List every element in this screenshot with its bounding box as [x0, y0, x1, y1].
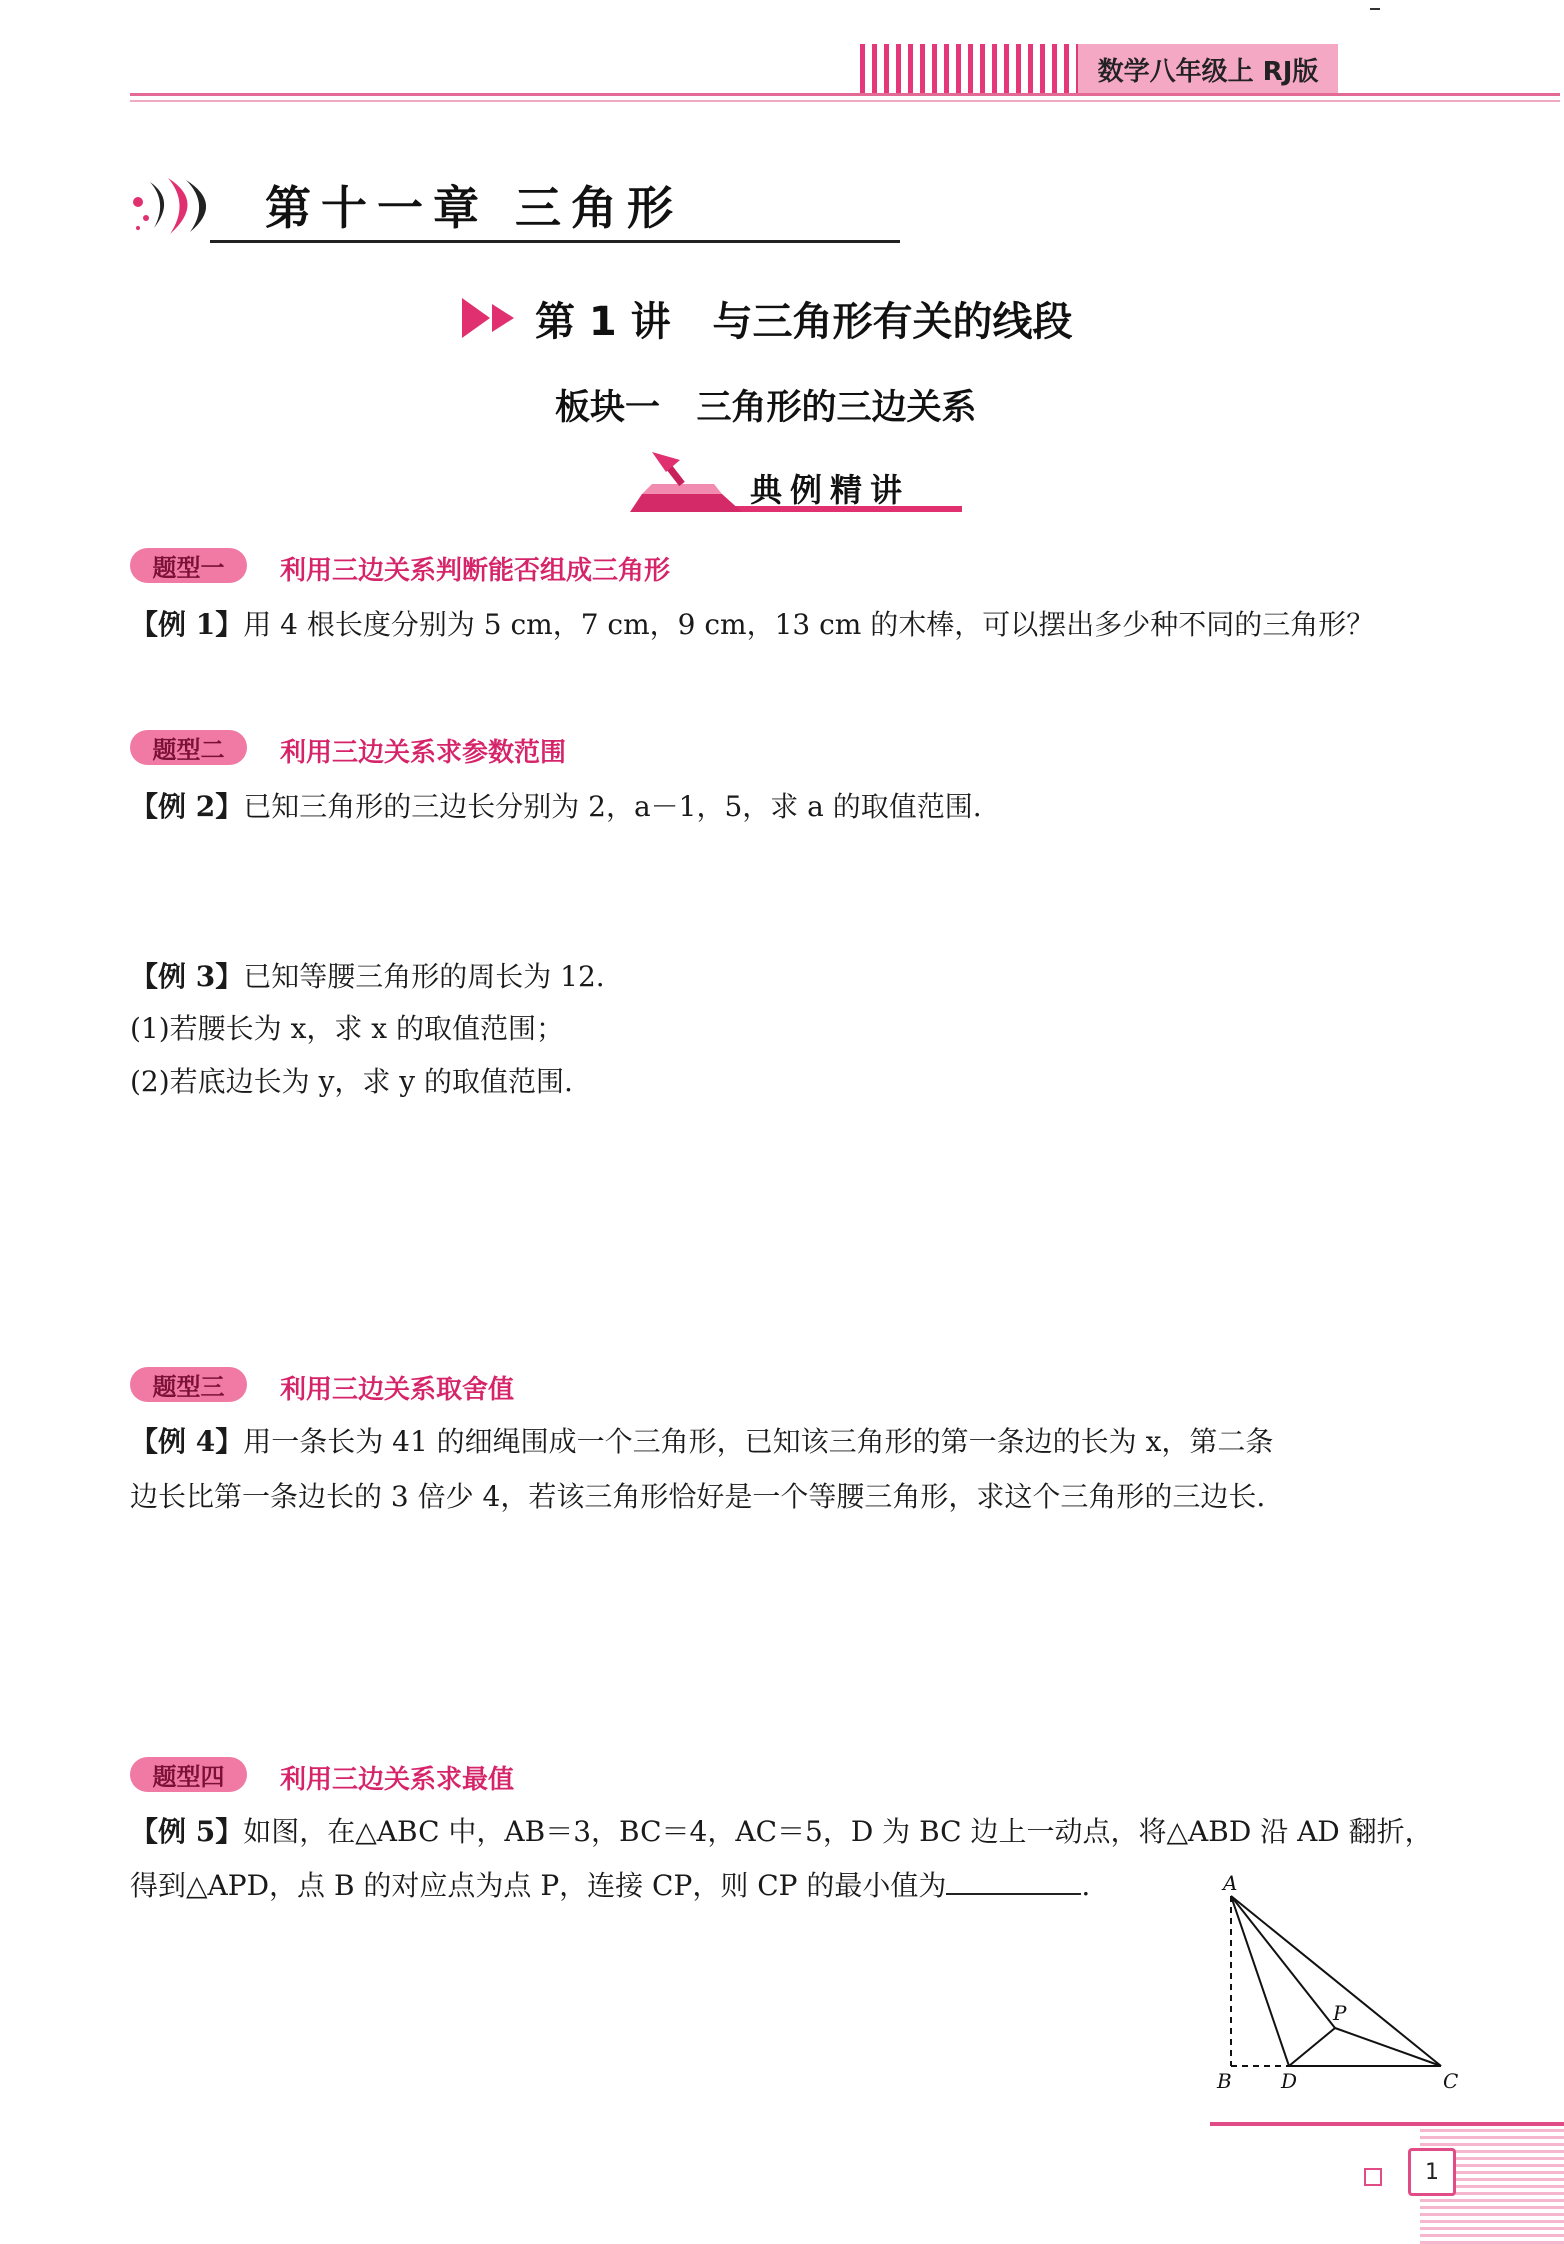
example-1	[130, 605, 1374, 645]
double-arrow-icon	[462, 296, 527, 340]
example-tag: 【例 5】	[130, 1815, 244, 1848]
header-stripes	[860, 44, 1090, 94]
example-tag: 【例 2】	[130, 790, 244, 823]
triangle-figure	[1195, 1872, 1475, 2102]
book-title: 数学八年级上 RJ版	[1078, 44, 1338, 94]
example-tag: 【例 4】	[130, 1425, 244, 1458]
example-text: 如图，在△ABC 中，AB＝3，BC＝4，AC＝5，D 为 BC 边上一动点，将△ABD 沿 AD 翻折，	[243, 1815, 1433, 1848]
example-2	[130, 787, 982, 827]
type-tag: 题型一	[130, 548, 247, 583]
example-text: 已知等腰三角形的周长为 12.	[243, 960, 605, 993]
type-label: 利用三边关系求参数范围	[280, 738, 567, 768]
label-C: C	[1443, 2069, 1459, 2093]
example-tag: 【例 3】	[130, 960, 244, 993]
example-text: 用 4 根长度分别为 5 cm，7 cm，9 cm，13 cm 的木棒，可以摆出多少种不同的三角形？	[243, 608, 1375, 641]
label-B: B	[1217, 2069, 1232, 2093]
type-label: 利用三边关系判断能否组成三角形	[280, 556, 671, 586]
footer-rule	[1210, 2122, 1564, 2126]
example-text: 已知三角形的三边长分别为 2，a－1，5，求 a 的取值范围.	[243, 790, 982, 823]
chapter-underline	[210, 240, 900, 243]
example-4-line-2: 边长比第一条边长的 3 倍少 4，若该三角形恰好是一个等腰三角形，求这个三角形的三边长.	[130, 1480, 1266, 1513]
type-tag: 题型四	[130, 1757, 247, 1792]
chapter-swoosh-icon	[128, 170, 228, 240]
corner-mark	[1370, 8, 1380, 10]
label-A: A	[1223, 1872, 1238, 1895]
badge-label: 典例精讲	[750, 471, 911, 509]
example-text-end: .	[1081, 1869, 1091, 1902]
chapter-title: 第十一章 三角形	[265, 181, 684, 235]
example-5	[130, 1812, 1433, 1852]
example-4	[130, 1422, 1273, 1462]
label-P: P	[1333, 2001, 1347, 2025]
section-title: 板块一 三角形的三边关系	[555, 387, 977, 428]
example-3-question-1: (1)若腰长为 x，求 x 的取值范围；	[130, 1012, 564, 1045]
example-text: 得到△APD，点 B 的对应点为点 P，连接 CP，则 CP 的最小值为	[130, 1869, 947, 1902]
header-rule-secondary	[130, 100, 1560, 102]
example-5-line-2	[130, 1866, 1090, 1906]
header-rule	[130, 93, 1560, 96]
label-D: D	[1281, 2069, 1298, 2093]
type-tag: 题型三	[130, 1367, 247, 1402]
answer-blank[interactable]	[946, 1869, 1081, 1895]
page-number: 1	[1408, 2148, 1456, 2196]
type-label: 利用三边关系求最值	[280, 1765, 515, 1795]
example-text: 用一条长为 41 的细绳围成一个三角形，已知该三角形的第一条边的长为 x，第二条	[243, 1425, 1274, 1458]
lecture-title: 第 1 讲 与三角形有关的线段	[535, 299, 1073, 345]
type-label: 利用三边关系取舍值	[280, 1375, 515, 1405]
example-3-question-2: (2)若底边长为 y，求 y 的取值范围.	[130, 1065, 573, 1098]
footer-square-icon	[1364, 2168, 1382, 2186]
example-3	[130, 957, 605, 997]
type-tag: 题型二	[130, 730, 247, 765]
example-tag: 【例 1】	[130, 608, 244, 641]
